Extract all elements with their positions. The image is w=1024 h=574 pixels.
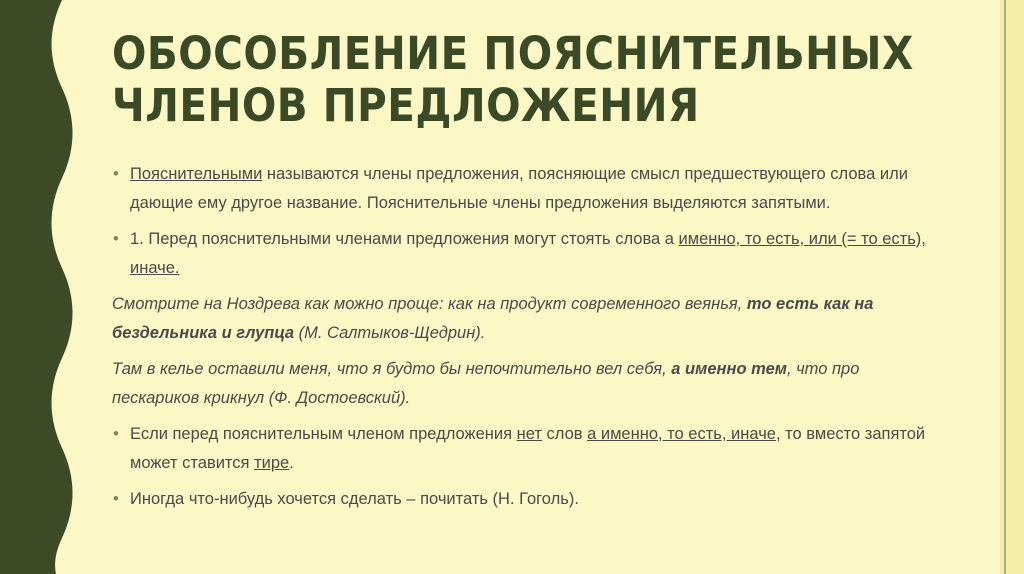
example-3-bullet <box>112 485 942 514</box>
rule-2-words: а именно, то есть, иначе <box>587 425 776 443</box>
rule-2-text-c: , то вместо запятой может ставится <box>130 425 926 472</box>
example-2-source: , что про пескариков крикнул (Ф. Достоевский). <box>112 360 860 407</box>
term-underlined: Пояснительными <box>130 165 263 183</box>
rule-2-tire: тире <box>254 454 290 472</box>
example-2-text: Там в келье оставили меня, что я будто бы непочтительно вел себя, <box>112 360 672 378</box>
rule-2-net: нет <box>516 425 542 443</box>
rule-2-text-b: слов <box>541 425 588 443</box>
rule-2-bullet <box>112 420 942 478</box>
definition-text: называются члены предложения, поясняющие смысл предшествующего слова или дающие ему другое название. Пояснительные члены предложения выделяются запятыми. <box>130 165 908 212</box>
rule-2-text-a: Если перед пояснительным членом предложения <box>130 425 517 443</box>
title-line-1: ОБОСОБЛЕНИЕ ПОЯСНИТЕЛЬНЫХ <box>112 27 914 80</box>
example-3-text: Иногда что-нибудь хочется сделать – почитать (Н. Гоголь). <box>130 490 579 508</box>
wave-shape <box>0 0 73 574</box>
slide-body <box>112 160 942 521</box>
rule-1-bullet <box>112 225 942 283</box>
example-2-bold: а именно тем <box>671 360 787 378</box>
rule-2-text-d: . <box>289 454 294 472</box>
slide-title <box>112 28 932 132</box>
rule-1-text: 1. Перед пояснительными членами предложения могут стоять слова а <box>130 230 679 248</box>
rule-1-words: именно, то есть, или (= то есть), иначе. <box>130 230 926 277</box>
example-1-bold: то есть как на бездельника и глупца <box>112 295 874 342</box>
definition-bullet <box>112 160 942 218</box>
example-1-source: (М. Салтыков-Щедрин). <box>294 324 486 342</box>
example-2 <box>112 355 942 413</box>
title-line-2: ЧЛЕНОВ ПРЕДЛОЖЕНИЯ <box>112 79 700 132</box>
example-1-text: Смотрите на Ноздрева как можно проще: как на продукт современного веянья, <box>112 295 747 313</box>
left-wave-band <box>0 0 110 574</box>
right-stripe-line <box>1004 0 1006 574</box>
example-1 <box>112 290 942 348</box>
